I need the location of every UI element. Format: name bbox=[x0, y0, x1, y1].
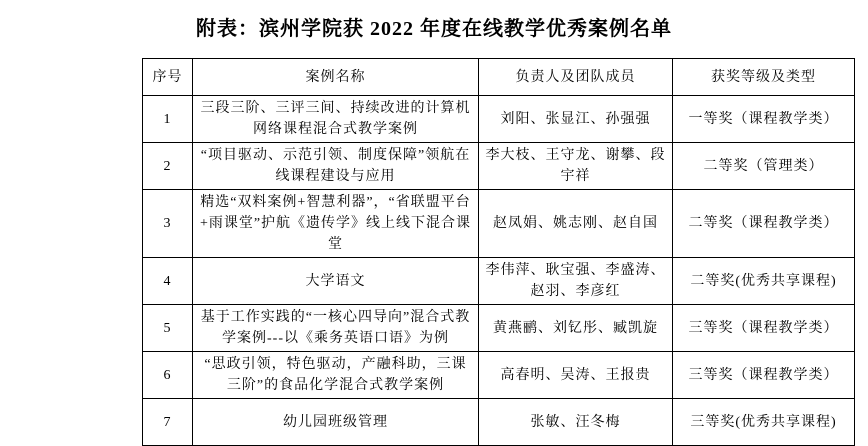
column-header-no: 序号 bbox=[143, 59, 193, 96]
cell-award: 二等奖(优秀共享课程) bbox=[673, 258, 855, 305]
table-row bbox=[143, 258, 855, 305]
cell-team: 李伟萍、耿宝强、李盛涛、赵羽、李彦红 bbox=[479, 258, 673, 305]
table-row bbox=[143, 305, 855, 352]
cell-award: 二等奖（课程教学类） bbox=[673, 190, 855, 258]
cell-no: 7 bbox=[143, 399, 193, 446]
cell-no: 2 bbox=[143, 143, 193, 190]
column-header-award: 获奖等级及类型 bbox=[673, 59, 855, 96]
cell-case-name: 三段三阶、三评三间、持续改进的计算机网络课程混合式教学案例 bbox=[193, 96, 479, 143]
cell-award: 一等奖（课程教学类） bbox=[673, 96, 855, 143]
cell-no: 5 bbox=[143, 305, 193, 352]
cell-award: 二等奖（管理类） bbox=[673, 143, 855, 190]
column-header-name: 案例名称 bbox=[193, 59, 479, 96]
cell-case-name: “项目驱动、示范引领、制度保障”领航在线课程建设与应用 bbox=[193, 143, 479, 190]
award-case-table bbox=[142, 58, 855, 446]
cell-case-name: 幼儿园班级管理 bbox=[193, 399, 479, 446]
column-header-team: 负责人及团队成员 bbox=[479, 59, 673, 96]
table-row bbox=[143, 143, 855, 190]
cell-case-name: “思政引领，特色驱动，产融科助，三课三阶”的食品化学混合式教学案例 bbox=[193, 352, 479, 399]
cell-team: 李大枝、王守龙、谢攀、段宇祥 bbox=[479, 143, 673, 190]
table-row bbox=[143, 190, 855, 258]
table-row bbox=[143, 352, 855, 399]
cell-team: 张敏、汪冬梅 bbox=[479, 399, 673, 446]
cell-no: 4 bbox=[143, 258, 193, 305]
page-title: 附表：滨州学院获 2022 年度在线教学优秀案例名单 bbox=[196, 18, 672, 40]
cell-no: 3 bbox=[143, 190, 193, 258]
cell-award: 三等奖(优秀共享课程) bbox=[673, 399, 855, 446]
table-header-row bbox=[143, 59, 855, 96]
cell-team: 赵凤娟、姚志刚、赵自国 bbox=[479, 190, 673, 258]
cell-team: 刘阳、张显江、孙强强 bbox=[479, 96, 673, 143]
cell-no: 6 bbox=[143, 352, 193, 399]
table-row bbox=[143, 399, 855, 446]
cell-team: 高春明、吴涛、王报贵 bbox=[479, 352, 673, 399]
cell-team: 黄燕鹂、刘钇彤、臧凯旋 bbox=[479, 305, 673, 352]
cell-award: 三等奖（课程教学类） bbox=[673, 305, 855, 352]
cell-no: 1 bbox=[143, 96, 193, 143]
cell-award: 三等奖（课程教学类） bbox=[673, 352, 855, 399]
cell-case-name: 大学语文 bbox=[193, 258, 479, 305]
cell-case-name: 精选“双料案例+智慧利器”，“省联盟平台+雨课堂”护航《遗传学》线上线下混合课堂 bbox=[193, 190, 479, 258]
cell-case-name: 基于工作实践的“一核心四导向”混合式教学案例---以《乘务英语口语》为例 bbox=[193, 305, 479, 352]
table-row bbox=[143, 96, 855, 143]
